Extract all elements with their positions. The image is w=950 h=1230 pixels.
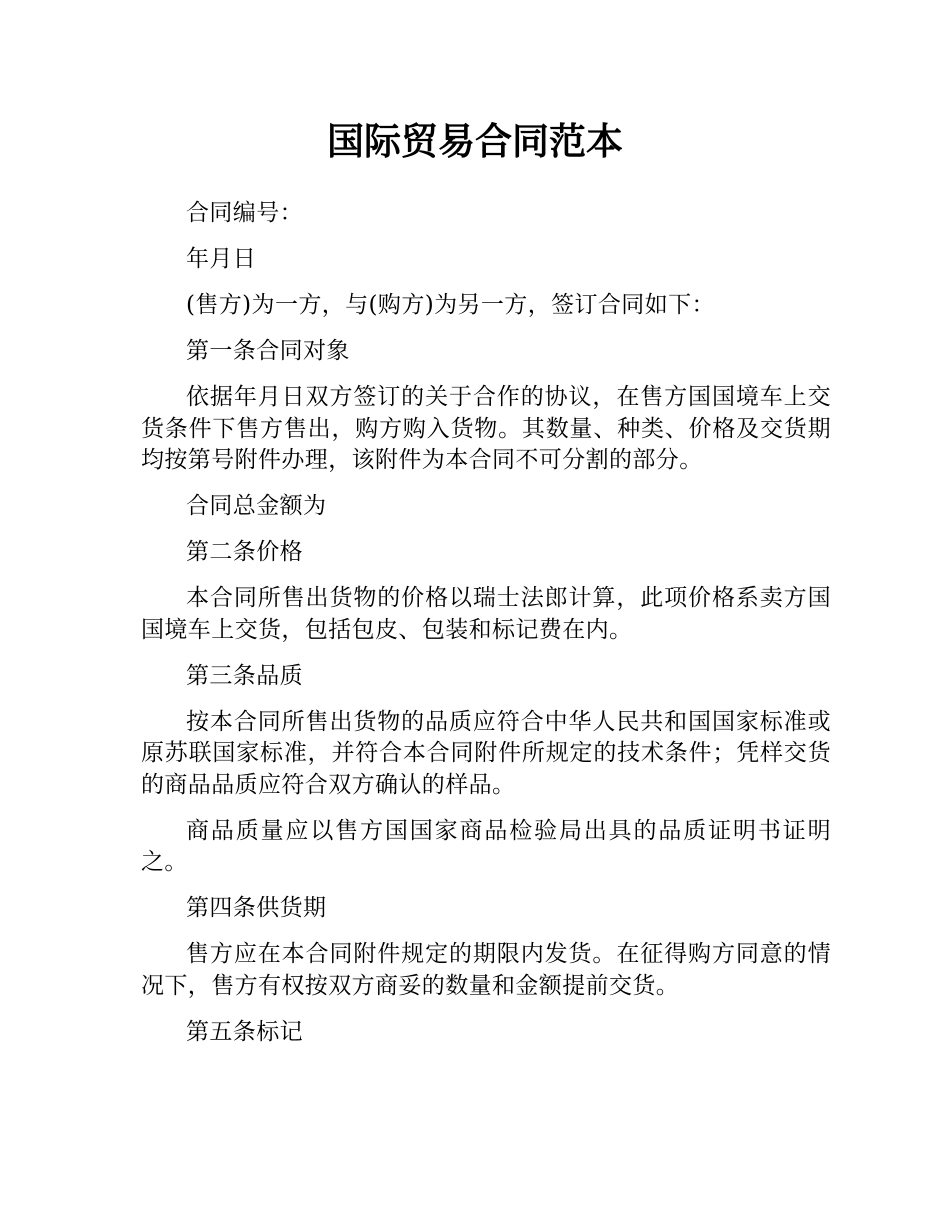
contract-number-line: 合同编号： bbox=[186, 200, 303, 226]
article-5-heading: 第五条标记 bbox=[186, 1018, 303, 1045]
total-amount-line: 合同总金额为 bbox=[186, 493, 327, 519]
article-1-body: 依据年月日双方签订的关于合作的协议，在售方国国境车上交货条件下售方售出，购方购入货物。其数量、种类、价格及交货期均按第号附件办理，该附件为本合同不可分割的部分。 bbox=[141, 384, 831, 473]
article-3-body-2: 商品质量应以售方国国家商品检验局出具的品质证明书证明之。 bbox=[141, 817, 831, 875]
article-1-heading: 第一条合同对象 bbox=[186, 338, 350, 364]
article-4-body: 售方应在本合同附件规定的期限内发货。在征得购方同意的情况下，售方有权按双方商妥的数量和金额提前交货。 bbox=[141, 941, 831, 999]
article-3-body: 按本合同所售出货物的品质应符合中华人民共和国国家标准或原苏联国家标准，并符合本合同附件所规定的技术条件；凭样交货的商品品质应符合双方确认的样品。 bbox=[141, 708, 831, 798]
article-2-body: 本合同所售出货物的价格以瑞士法郎计算，此项价格系卖方国国境车上交货，包括包皮、包装和标记费在内。 bbox=[141, 585, 831, 643]
date-line: 年月日 bbox=[186, 246, 257, 272]
parties-line: (售方)为一方，与(购方)为另一方，签订合同如下： bbox=[186, 292, 715, 318]
article-4-heading: 第四条供货期 bbox=[186, 895, 327, 921]
document-title: 国际贸易合同范本 bbox=[327, 120, 623, 163]
document-body bbox=[141, 198, 831, 1063]
article-3-heading: 第三条品质 bbox=[186, 662, 303, 689]
article-2-heading: 第二条价格 bbox=[186, 539, 303, 565]
